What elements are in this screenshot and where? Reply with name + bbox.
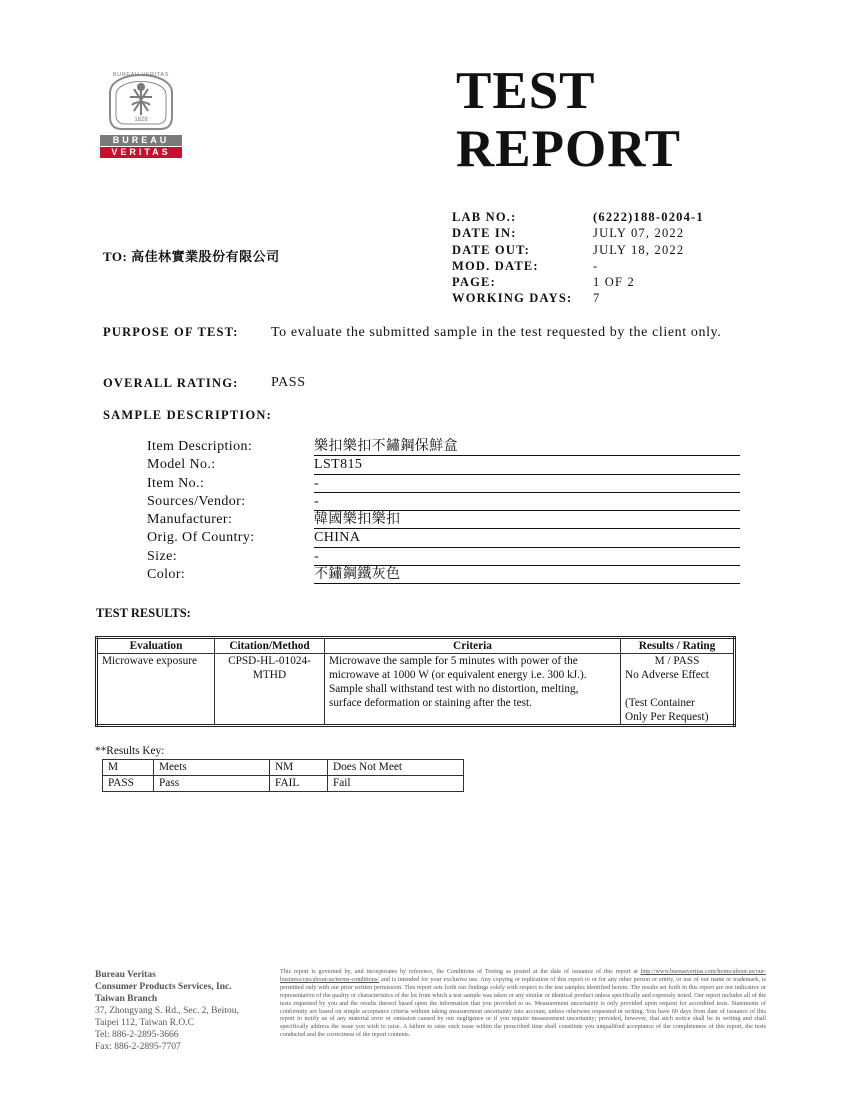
footer-address-line: Taipei 112, Taiwan R.O.C — [95, 1018, 194, 1028]
page-title — [456, 62, 681, 178]
column-header: Results / Rating — [621, 638, 735, 654]
meta-row — [452, 275, 704, 291]
sample-value: LST815 — [314, 456, 740, 474]
key-cell: Meets — [154, 760, 270, 776]
footer-company: Bureau Veritas — [95, 970, 156, 980]
sample-row — [147, 456, 740, 474]
evaluation-cell — [97, 654, 215, 726]
sample-key: Orig. Of Country: — [147, 530, 255, 546]
meta-key: DATE OUT: — [452, 242, 531, 257]
meta-value: 7 — [593, 291, 601, 306]
sample-key: Manufacturer: — [147, 512, 233, 528]
key-cell: FAIL — [270, 776, 328, 792]
bureau-veritas-logo — [100, 55, 182, 158]
column-header: Criteria — [325, 638, 621, 654]
method-line: CPSD-HL-01024- — [228, 655, 311, 667]
key-cell: Fail — [328, 776, 464, 792]
sample-row — [147, 566, 740, 584]
purpose-text: To evaluate the submitted sample in the test requested by the client only. — [271, 325, 722, 340]
recipient: TO: 高佳林實業股份有限公司 — [103, 249, 280, 264]
footer-tel: Tel: 886-2-2895-3666 — [95, 1030, 179, 1040]
meta-value: (6222)188-0204-1 — [593, 210, 704, 224]
meta-value: 1 OF 2 — [593, 275, 635, 290]
meta-value: JULY 07, 2022 — [593, 226, 685, 241]
purpose-label: PURPOSE OF TEST: — [103, 325, 239, 339]
sample-row — [147, 475, 740, 493]
result-line: (Test Container — [625, 697, 695, 709]
key-cell: PASS — [103, 776, 154, 792]
disclaimer-text: This report is governed by, and incorporates by reference, the Conditions of Testing as posted at the date of issuance of this report at — [280, 968, 638, 975]
sample-row — [147, 493, 740, 511]
meta-key: LAB NO.: — [452, 210, 517, 224]
meta-value: JULY 18, 2022 — [593, 242, 685, 257]
key-cell: Pass — [154, 776, 270, 792]
sample-value: 韓國樂扣樂扣 — [314, 511, 740, 529]
result-spacer — [625, 682, 729, 696]
rating-value: PASS — [271, 375, 306, 390]
sample-description — [147, 438, 740, 584]
sample-value: - — [314, 475, 740, 493]
sample-key: Color: — [147, 567, 186, 583]
report-meta — [452, 210, 704, 308]
results-key-label: **Results Key: — [95, 745, 165, 757]
criteria-line: Sample shall withstand test with no distortion, melting, — [329, 683, 579, 695]
disclaimer-text: and is intended for your exclusive use. Any copying or replication of this report to or for any other person or entity, or use of our name or trademark, is permitted only with our prior written permission. This report sets forth our findings solely with respect to the test samples identified herein. The results set forth in this report are not indicative or representative of the quality or characteristics of the lot from which a test sample was taken or any similar or identical product unless specifically and expressly noted. Our report includes all of the tests requested by you and the results thereof based upon the information that you provided to us. Measurement uncertainty is only provided upon request for accredited tests. Statements of conformity are based on simple acceptance criteria without taking measurement uncertainty into account, unless otherwise requested in writing. You have 60 days from date of issuance of this report to notify us of any material error or omission caused by our negligence or if you require measurement uncertainty; provided, however, that such notice shall be in writing and shall specifically address the issue you wish to raise. A failure to raise such issue within the prescribed time shall constitute you unqualified acceptance of the completeness of this report, the tests conducted and the correctness of the report contents. — [280, 975, 767, 1039]
key-cell: M — [103, 760, 154, 776]
rating-label: OVERALL RATING: — [103, 376, 239, 390]
sample-value: 不鏽鋼鐵灰色 — [314, 566, 740, 584]
result-line: Only Per Request) — [625, 711, 709, 723]
sample-row — [147, 529, 740, 547]
method-line: MTHD — [252, 669, 287, 681]
title-line-2: REPORT — [456, 120, 681, 178]
sample-row — [147, 548, 740, 566]
criteria-line: Microwave the sample for 5 minutes with power of the — [329, 655, 578, 667]
result-cell — [621, 654, 735, 726]
footer-branch: Taiwan Branch — [95, 994, 158, 1004]
logo-ring-text: BUREAU VERITAS — [113, 72, 169, 78]
test-results-table — [95, 636, 736, 727]
meta-key: PAGE: — [452, 275, 496, 290]
result-line: M / PASS — [654, 655, 700, 667]
table-row — [97, 654, 735, 726]
evaluation-text: Microwave exposure — [102, 655, 198, 667]
table-row — [103, 760, 464, 776]
sample-value: 樂扣樂扣不鏽鋼保鮮盒 — [314, 438, 740, 456]
test-results-label: TEST RESULTS: — [96, 606, 191, 620]
sample-label: SAMPLE DESCRIPTION: — [103, 408, 272, 422]
logo-year: 1828 — [134, 117, 148, 123]
sample-key: Sources/Vendor: — [147, 493, 246, 509]
meta-row — [452, 259, 704, 275]
key-cell: Does Not Meet — [328, 760, 464, 776]
results-key-table — [102, 759, 464, 792]
key-cell: NM — [270, 760, 328, 776]
sample-value: - — [314, 493, 740, 511]
sample-key: Item Description: — [147, 439, 253, 454]
sample-row — [147, 511, 740, 529]
meta-row — [452, 210, 704, 226]
logo-band-veritas: VERITAS — [100, 147, 182, 158]
sample-value: CHINA — [314, 529, 740, 547]
criteria-line: surface deformation or staining after the test. — [329, 697, 532, 709]
meta-value: - — [593, 258, 599, 273]
sample-key: Item No.: — [147, 475, 205, 491]
sample-key: Model No.: — [147, 457, 216, 473]
method-cell — [215, 654, 325, 726]
table-header-row — [97, 638, 735, 654]
sample-row — [147, 438, 740, 456]
meta-row — [452, 243, 704, 259]
column-header: Citation/Method — [215, 638, 325, 654]
footer-disclaimer — [280, 968, 766, 1039]
result-line: No Adverse Effect — [625, 669, 709, 681]
logo-seal-icon — [100, 55, 182, 133]
footer-fax: Fax: 886-2-2895-7707 — [95, 1042, 181, 1052]
footer-division: Consumer Products Services, Inc. — [95, 982, 232, 992]
meta-row — [452, 291, 704, 307]
terms-link[interactable]: http://www.bureauveritas.com/home/about-us/our-business/cps/about-us/terms-conditions/ — [280, 968, 766, 983]
meta-key: DATE IN: — [452, 226, 517, 241]
meta-key: WORKING DAYS: — [452, 291, 573, 306]
meta-row — [452, 226, 704, 242]
criteria-cell — [325, 654, 621, 726]
meta-key: MOD. DATE: — [452, 258, 539, 273]
criteria-line: microwave at 1000 W (or equivalent energy i.e. 300 kJ.). — [329, 669, 587, 681]
footer-address — [95, 969, 275, 1053]
title-line-1: TEST — [456, 62, 596, 120]
column-header: Evaluation — [97, 638, 215, 654]
sample-value: - — [314, 548, 740, 566]
logo-band-bureau: BUREAU — [100, 135, 182, 146]
sample-key: Size: — [147, 548, 177, 564]
footer-address-line: 37, Zhongyang S. Rd., Sec. 2, Beitou, — [95, 1006, 239, 1016]
table-row — [103, 776, 464, 792]
